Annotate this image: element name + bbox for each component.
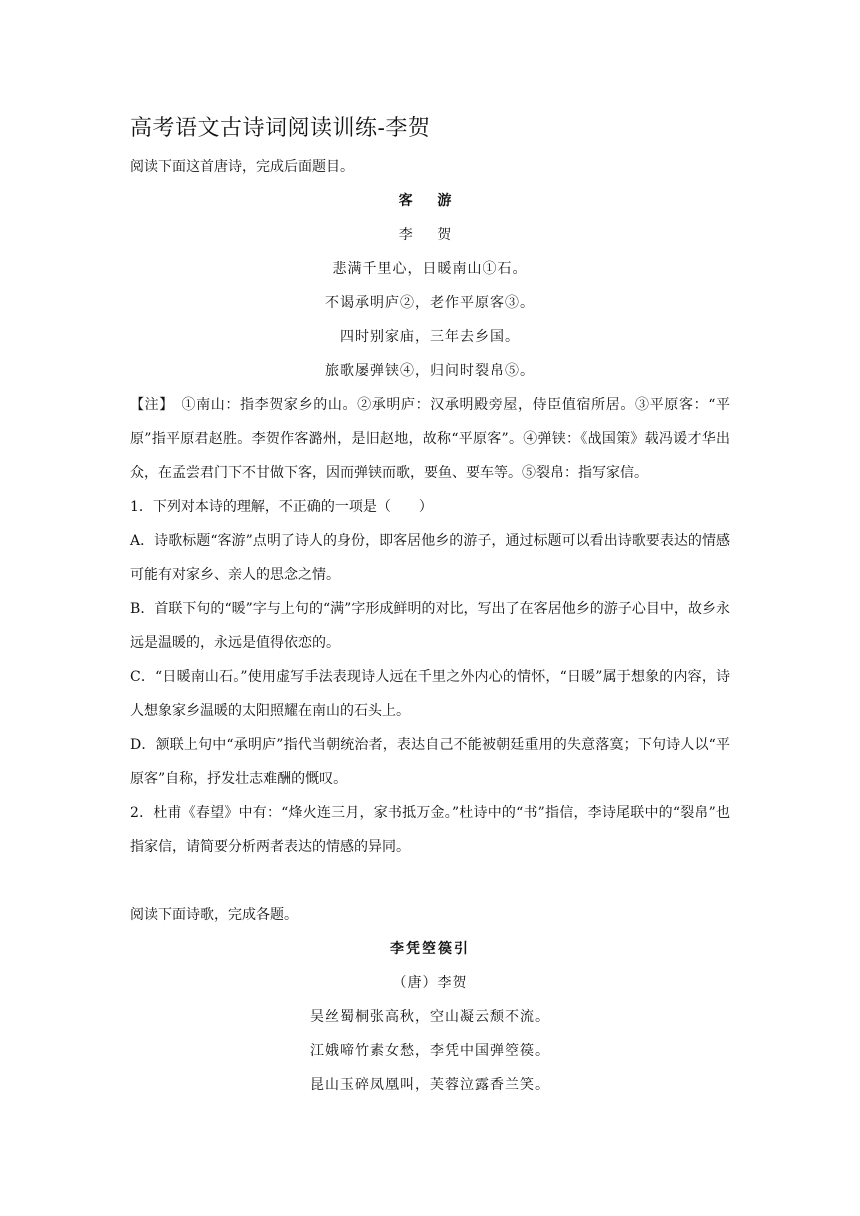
section1-intro: 阅读下面这首唐诗，完成后面题目。 xyxy=(130,159,354,175)
section-spacer xyxy=(130,864,730,898)
poem2-line: 昆山玉碎凤凰叫，芙蓉泣露香兰笑。 xyxy=(310,1077,550,1093)
poem2-title: 李凭箜篌引 xyxy=(390,941,470,957)
question-1-option-a: A．诗歌标题“客游”点明了诗人的身份，即客居他乡的游子，通过标题可以看出诗歌要表达的情感可能有对家乡、亲人的思念之情。 xyxy=(130,533,730,583)
poem2-author: （唐）李贺 xyxy=(392,975,468,991)
poem1-line: 旅歌屡弹铗④，归问时裂帛⑤。 xyxy=(325,363,535,379)
question-1-stem: 1．下列对本诗的理解，不正确的一项是（ ） xyxy=(130,499,433,515)
question-1-option-b: B．首联下句的“暖”字与上句的“满”字形成鲜明的对比，写出了在客居他乡的游子心目中，故乡永远是温暖的，永远是值得依恋的。 xyxy=(130,601,730,651)
poem1-title: 客 游 xyxy=(398,193,462,209)
question-2: 2．杜甫《春望》中有：“烽火连三月，家书抵万金。”杜诗中的“书”指信，李诗尾联中的“裂帛”也指家信，请简要分析两者表达的情感的异同。 xyxy=(130,805,730,855)
poem1-author: 李 贺 xyxy=(398,227,462,243)
question-1-option-c: C．“日暖南山石。”使用虚写手法表现诗人远在千里之外内心的情怀，“日暖”属于想象的内容，诗人想象家乡温暖的太阳照耀在南山的石头上。 xyxy=(130,669,730,719)
poem1-note: 【注】 ①南山：指李贺家乡的山。②承明庐：汉承明殿旁屋，侍臣值宿所居。③平原客：“平原”指平原君赵胜。李贺作客潞州，是旧赵地，故称“平原客”。④弹铗：《战国策》载冯谖才华出众，在孟尝君门下不甘做下客，因而弹铗而歌，要鱼、要车等。⑤裂帛：指写家信。 xyxy=(130,397,730,481)
poem1-line: 四时别家庙，三年去乡国。 xyxy=(340,329,520,345)
poem1-line: 不谒承明庐②，老作平原客③。 xyxy=(325,295,535,311)
document-content xyxy=(130,114,730,1102)
section2-intro: 阅读下面诗歌，完成各题。 xyxy=(130,907,298,923)
poem2-line: 江娥啼竹素女愁，李凭中国弹箜篌。 xyxy=(310,1043,550,1059)
page-title: 高考语文古诗词阅读训练-李贺 xyxy=(130,116,431,141)
poem2-line: 吴丝蜀桐张高秋，空山凝云颓不流。 xyxy=(310,1009,550,1025)
poem1-line: 悲满千里心，日暖南山①石。 xyxy=(332,261,528,277)
question-1-option-d: D．颔联上句中“承明庐”指代当朝统治者，表达自己不能被朝廷重用的失意落寞；下句诗人以“平原客”自称，抒发壮志难酬的慨叹。 xyxy=(130,737,730,787)
